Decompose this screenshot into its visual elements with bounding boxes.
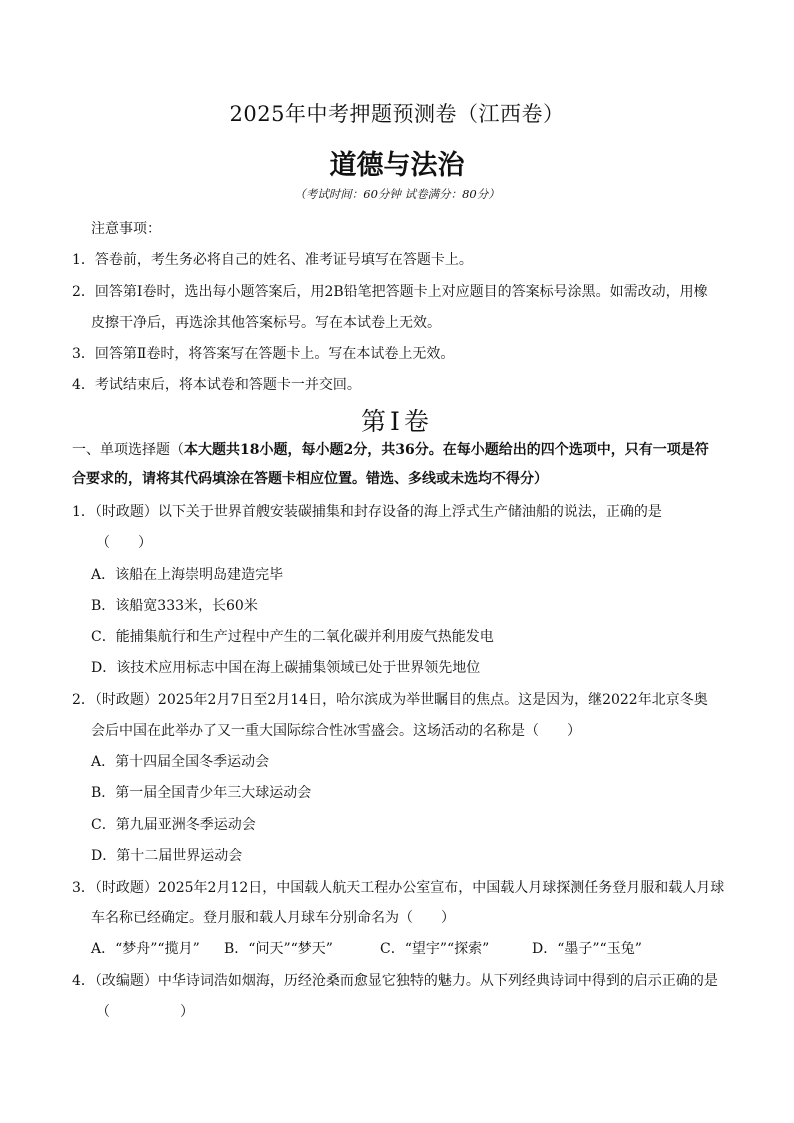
note-text: 回答第Ⅰ卷时，选出每小题答案后，用2B铅笔把答题卡上对应题目的答案标号涂黑。如需改动，用橡 [94,284,708,300]
note-item-1 [72,249,473,269]
question-2-stem: 2．（时政题）2025年2月7日至2月14日，哈尔滨成为举世瞩目的焦点。这是因为，继2022年北京冬奥 [72,692,708,708]
exam-title: 2025年中考押题预测卷（江西卷） [229,102,565,126]
question-4-stem: 4．（改编题）中华诗词浩如烟海，历经沧桑而愈显它独特的魅力。从下列经典诗词中得到的启示正确的是 [72,973,718,989]
question-2-option-b: B．第一届全国青少年三大球运动会 [91,785,312,801]
exam-info: （考试时间：60分钟 试卷满分：80分） [294,187,500,201]
question-4-answer-blank: （ ） [96,1004,194,1020]
question-3-option-a: A．“梦舟”“揽月” [91,941,200,957]
note-text: 考试结束后，将本试卷和答题卡一并交回。 [94,377,361,393]
question-3-stem-continued: 车名称已经确定。登月服和载人月球车分别命名为（ ） [91,910,455,926]
question-1-option-a: A．该船在上海崇明岛建造完毕 [91,567,284,583]
notes-heading: 注意事项： [91,221,161,237]
question-2-option-c: C．第九届亚洲冬季运动会 [91,817,256,833]
note-text: 回答第Ⅱ卷时，将答案写在答题卡上。写在本试卷上无效。 [94,346,455,362]
note-text: 答卷前，考生务必将自己的姓名、准考证号填写在答题卡上。 [94,252,473,268]
part1-prefix: 一、单项选择题（ [72,442,184,458]
question-1-stem: 1．（时政题）以下关于世界首艘安装碳捕集和封存设备的海上浮式生产储油船的说法，正确的是 [72,504,662,520]
question-3-option-c: C．“望宇”“探索” [380,941,490,957]
note-number: 3． [72,346,95,362]
subject-title: 道德与法治 [329,150,465,181]
note-item-4 [72,374,361,394]
part1-instructions [72,439,709,459]
question-3-option-d: D．“墨子”“玉兔” [532,941,642,957]
question-1-option-d: D．该技术应用标志中国在海上碳捕集领域已处于世界领先地位 [91,660,481,676]
note-item-2 [72,281,708,301]
question-2-option-a: A．第十四届全国冬季运动会 [91,754,270,770]
section-title: 第Ⅰ卷 [361,407,433,436]
question-1-option-b: B．该船宽333米，长60米 [91,598,258,614]
question-3-option-b: B．“问天”“梦天” [224,941,333,957]
note-item-3 [72,343,454,363]
note-number: 4． [72,377,95,393]
question-2-stem-continued: 会后中国在此举办了又一重大国际综合性冰雪盛会。这场活动的名称是（ ） [91,723,581,739]
question-1-option-c: C．能捕集航行和生产过程中产生的二氧化碳并利用废气热能发电 [91,629,494,645]
part1-bold-text: 本大题共18小题，每小题2分，共36分。在每小题给出的四个选项中，只有一项是符 [184,442,709,458]
part1-instructions-line2: 合要求的，请将其代码填涂在答题卡相应位置。错选、多线或未选均不得分） [72,471,548,487]
question-1-answer-blank: （ ） [96,535,152,551]
note-item-2-continued: 皮擦干净后，再选涂其他答案标号。写在本试卷上无效。 [91,315,441,331]
note-number: 2． [72,284,95,300]
question-2-option-d: D．第十二届世界运动会 [91,848,243,864]
note-number: 1． [72,252,95,268]
question-3-stem: 3．（时政题）2025年2月12日，中国载人航天工程办公室宣布，中国载人月球探测任务登月服和载人月球 [72,880,725,896]
